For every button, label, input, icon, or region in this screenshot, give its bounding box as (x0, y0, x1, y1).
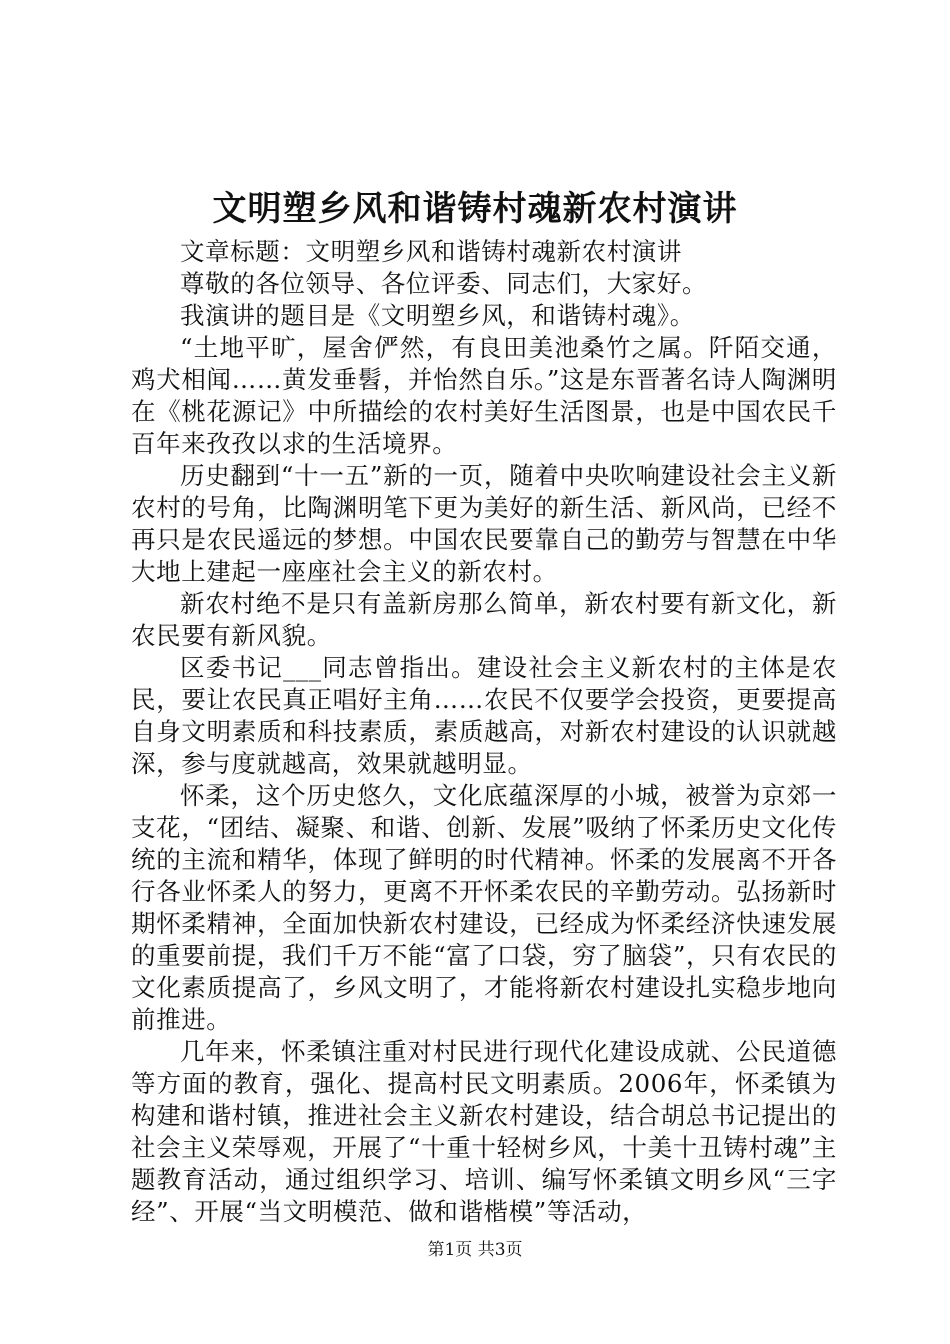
paragraph-greeting: 尊敬的各位领导、各位评委、同志们，大家好。 (180, 269, 708, 298)
page-number-footer: 第1页 共3页 (427, 1240, 523, 1260)
paragraph-speech-topic: 我演讲的题目是《文明塑乡风，和谐铸村魂》。 (180, 301, 695, 330)
document-body (131, 236, 837, 1228)
paragraph-eleventh-five-year: 历史翻到“十一五”新的一页，随着中央吹响建设社会主义新农村的号角，比陶渊明笔下更为美好的新生活、新风尚，已经不再只是农民遥远的梦想。中国农民要靠自己的勤劳与智慧在中华大地上建起一座座社会主义的新农村。 (131, 461, 837, 586)
paragraph-huairou-spirit: 怀柔，这个历史悠久，文化底蕴深厚的小城，被誉为京郊一支花，“团结、凝聚、和谐、创新、发展”吸纳了怀柔历史文化传统的主流和精华，体现了鲜明的时代精神。怀柔的发展离不开各行各业怀柔人的努力，更离不开怀柔农民的辛勤劳动。弘扬新时期怀柔精神，全面加快新农村建设，已经成为怀柔经济快速发展的重要前提，我们千万不能“富了口袋，穷了脑袋”，只有农民的文化素质提高了，乡风文明了，才能将新农村建设扎实稳步地向前推进。 (131, 781, 837, 1034)
paragraph-peach-blossom-quote: “土地平旷，屋舍俨然，有良田美池桑竹之属。阡陌交通，鸡犬相闻……黄发垂髫，并怡然自乐。”这是东晋著名诗人陶渊明在《桃花源记》中所描绘的农村美好生活图景，也是中国农民千百年来孜孜以求的生活境界。 (131, 333, 837, 458)
document-title: 文明塑乡风和谐铸村魂新农村演讲 (212, 189, 738, 229)
paragraph-new-culture: 新农村绝不是只有盖新房那么简单，新农村要有新文化，新农民要有新风貌。 (131, 589, 837, 650)
paragraph-huairou-town-activities: 几年来，怀柔镇注重对村民进行现代化建设成就、公民道德等方面的教育，强化、提高村民文明素质。2006年，怀柔镇为构建和谐村镇，推进社会主义新农村建设，结合胡总书记提出的社会主义荣辱观，开展了“十重十轻树乡风，十美十丑铸村魂”主题教育活动，通过组织学习、培训、编写怀柔镇文明乡风“三字经”、开展“当文明模范、做和谐楷模”等活动， (131, 1037, 837, 1226)
paragraph-article-title: 文章标题：文明塑乡风和谐铸村魂新农村演讲 (180, 237, 682, 266)
paragraph-district-secretary: 区委书记___同志曾指出。建设社会主义新农村的主体是农民，要让农民真正唱好主角……农民不仅要学会投资，更要提高自身文明素质和科技素质，素质越高，对新农村建设的认识就越深，参与度就越高，效果就越明显。 (131, 653, 837, 778)
